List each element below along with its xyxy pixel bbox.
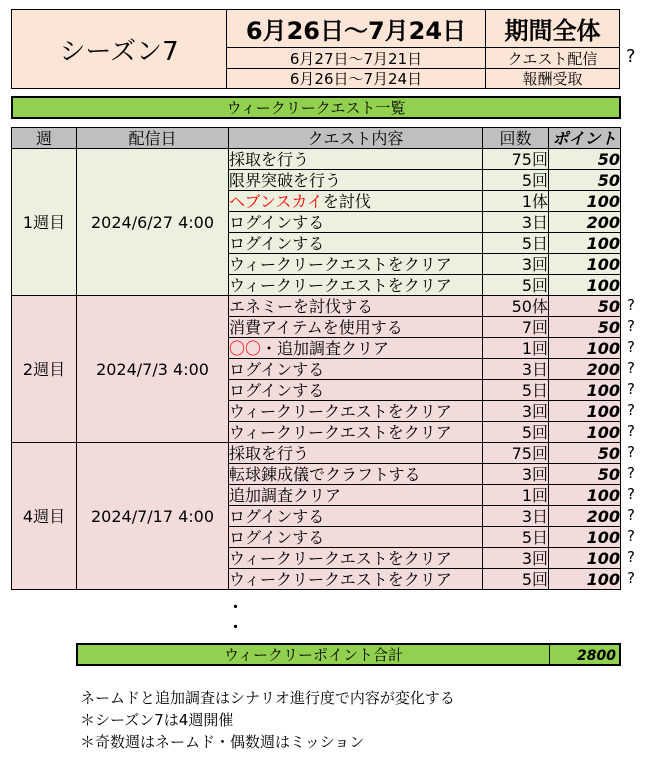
quest-content [229,359,483,380]
quest-count: 3回 [483,548,549,569]
row-mark: ? [627,422,635,440]
row-mark: ? [627,317,635,335]
quest-text: ログインする [229,359,325,379]
season-title: シーズン7 [59,36,179,67]
quest-count: 3日 [483,359,549,380]
quest-count: 5回 [483,275,549,296]
quest-text: ウィークリークエストをクリア [229,254,452,274]
note-line-1: ネームドと追加調査はシナリオ進行度で内容が変化する [80,689,455,707]
row-mark: ? [627,401,635,419]
quest-count: 5日 [483,233,549,254]
continuation-dot-1: ・ [228,598,244,616]
quest-content [229,170,483,191]
quest-text: 追加調査クリア [229,485,342,505]
header-content: クエスト内容 [229,128,483,149]
quest-content [229,233,483,254]
quest-content [229,422,483,443]
header-count: 回数 [483,128,549,149]
quest-text: ウィークリークエストをクリア [229,569,452,589]
quest-points: 50 [549,170,621,191]
quest-count: 3回 [483,401,549,422]
quest-content [229,443,483,464]
quest-text: を討伐 [322,191,371,211]
continuation-dot-2: ・ [228,618,244,636]
quest-count: 1回 [483,485,549,506]
quest-content [229,569,483,590]
quest-text: ウィークリークエストをクリア [229,422,452,442]
quest-points: 200 [549,212,621,233]
release-date: 2024/7/3 4:00 [77,296,229,443]
quest-count: 7回 [483,317,549,338]
quest-count: 50体 [483,296,549,317]
quest-text: ログインする [229,380,325,400]
quest-content [229,464,483,485]
row-mark: ? [627,548,635,566]
table-row [12,443,621,464]
quest-content [229,296,483,317]
quest-points: 100 [549,569,621,590]
quest-points: 100 [549,275,621,296]
quest-content [229,527,483,548]
quest-points: 50 [549,464,621,485]
week-label: 2週目 [12,296,77,443]
quest-text: 採取を行う [229,149,310,169]
quest-count: 1体 [483,191,549,212]
quest-count: 75回 [483,443,549,464]
row-mark: ? [627,296,635,314]
week-label: 1週目 [12,149,77,296]
weekly-quest-table [11,127,621,590]
header-points: ポイント [549,128,621,149]
quest-text: ・追加調査クリア [261,338,390,358]
row-mark: ? [627,338,635,356]
quest-text: ログインする [229,212,325,232]
table-header-row [12,128,621,149]
quest-content [229,380,483,401]
total-value: 2800 [577,648,616,664]
reward-period: 6月26日～7月24日 [289,70,423,88]
quest-count: 3日 [483,506,549,527]
quest-label-cell [485,47,620,69]
quest-content [229,191,483,212]
row-mark: ? [627,569,635,587]
overall-period-cell [226,9,486,48]
quest-label: クエスト配信 [507,49,598,68]
quest-points: 100 [549,422,621,443]
quest-target-highlight: ヘブンスカイ [229,191,323,211]
quest-text: ログインする [229,506,325,526]
note-line-3: ＊奇数週はネームド・偶数週はミッション [80,733,365,751]
table-row [12,149,621,170]
release-date: 2024/6/27 4:00 [77,149,229,296]
reward-period-cell [226,68,486,89]
total-label-cell [78,645,550,664]
quest-count: 5回 [483,422,549,443]
quest-content [229,401,483,422]
table-body [12,149,621,590]
row-mark: ? [627,443,635,461]
quest-points: 200 [549,506,621,527]
quest-points: 200 [549,359,621,380]
row-mark: ? [627,527,635,545]
quest-points: 100 [549,401,621,422]
quest-content [229,338,483,359]
quest-content [229,485,483,506]
quest-points: 50 [549,443,621,464]
quest-count: 3日 [483,212,549,233]
overall-label-cell [485,9,620,48]
overall-label: 期間全体 [504,17,601,45]
quest-points: 50 [549,296,621,317]
quest-content [229,506,483,527]
quest-content [229,317,483,338]
quest-text: 限界突破を行う [229,170,342,190]
quest-list-title-bar [11,96,621,119]
quest-points: 100 [549,485,621,506]
quest-count: 1回 [483,338,549,359]
total-label: ウィークリーポイント合計 [223,646,404,664]
total-value-cell [550,645,619,664]
quest-points: 50 [549,317,621,338]
quest-points: 100 [549,233,621,254]
quest-count: 3回 [483,464,549,485]
quest-text: 採取を行う [229,443,310,463]
row-mark: ? [627,380,635,398]
quest-text: ウィークリークエストをクリア [229,548,452,568]
header-week: 週 [12,128,77,149]
note-line-2: ＊シーズン7は4週開催 [80,711,234,729]
reward-label: 報酬受取 [522,70,583,88]
quest-period: 6月27日～7月21日 [289,49,423,68]
quest-text: エネミーを討伐する [229,296,374,316]
header-date: 配信日 [77,128,229,149]
quest-period-cell [226,47,486,69]
row-mark: ? [627,359,635,377]
quest-list-title: ウィークリークエスト一覧 [226,99,406,117]
quest-points: 100 [549,338,621,359]
quest-target-highlight: 〇〇 [229,338,262,358]
weekly-points-total-bar [76,643,621,666]
row-mark: ? [627,464,635,482]
quest-text: ログインする [229,233,325,253]
quest-points: 50 [549,149,621,170]
quest-text: ウィークリークエストをクリア [229,275,452,295]
quest-count: 75回 [483,149,549,170]
quest-content [229,275,483,296]
quest-count: 5日 [483,527,549,548]
quest-count: 5回 [483,569,549,590]
row-mark: ? [627,506,635,524]
quest-count: 3回 [483,254,549,275]
quest-points: 100 [549,254,621,275]
quest-content [229,149,483,170]
quest-text: 転球錬成儀でクラフトする [229,464,421,484]
quest-points: 100 [549,380,621,401]
overall-period: 6月26日～7月24日 [245,17,467,45]
quest-count: 5日 [483,380,549,401]
quest-points: 100 [549,548,621,569]
row-mark: ? [627,485,635,503]
quest-text: 消費アイテムを使用する [229,317,403,337]
season-title-cell [11,9,227,89]
quest-points: 100 [549,527,621,548]
reward-label-cell [485,68,620,89]
table-row [12,296,621,317]
quest-points: 100 [549,191,621,212]
quest-content [229,548,483,569]
quest-content [229,254,483,275]
quest-content [229,212,483,233]
quest-count: 5回 [483,170,549,191]
quest-text: ログインする [229,527,325,547]
week-label: 4週目 [12,443,77,590]
quest-text: ウィークリークエストをクリア [229,401,452,421]
release-date: 2024/7/17 4:00 [77,443,229,590]
header-note: ? [626,46,636,67]
